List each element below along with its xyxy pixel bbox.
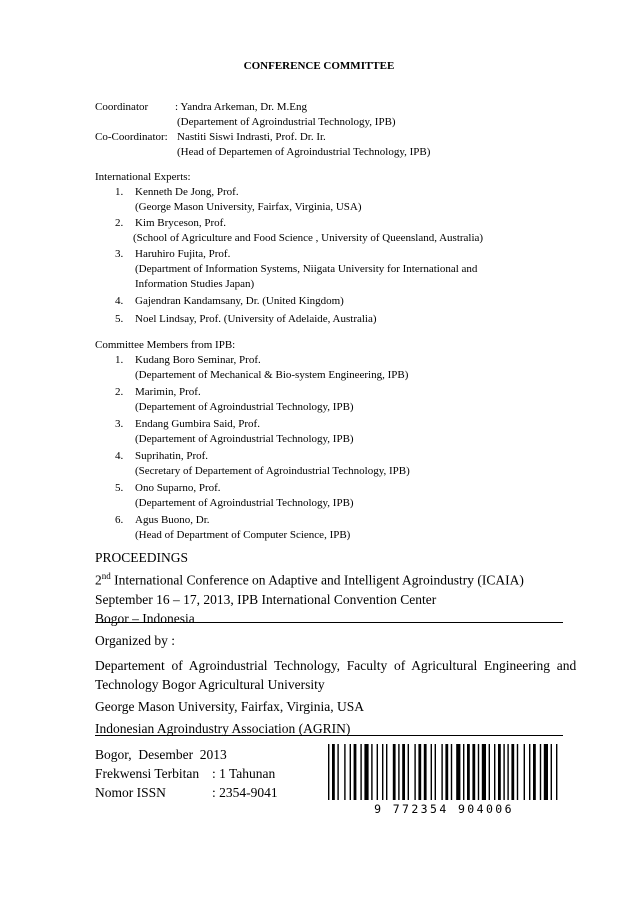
item-number: 2. bbox=[115, 386, 124, 398]
member-affiliation: (Departement of Agroindustrial Technology, IPB) bbox=[135, 497, 354, 509]
list-item bbox=[95, 385, 410, 415]
barcode-bar bbox=[332, 744, 335, 800]
publication-date: Bogor, Desember 2013 bbox=[95, 747, 227, 762]
barcode-bar bbox=[451, 744, 452, 800]
issn-label: Nomor ISSN bbox=[95, 785, 166, 800]
list-item bbox=[95, 353, 410, 383]
committee-title: CONFERENCE COMMITTEE bbox=[243, 60, 395, 72]
organizer-3: Indonesian Agroindustry Association (AGRIN) bbox=[95, 721, 351, 736]
member-name: Gajendran Kandamsany, Dr. (United Kingdom) bbox=[135, 295, 344, 307]
barcode-bar bbox=[398, 744, 399, 800]
member-name: Marimin, Prof. bbox=[135, 386, 201, 398]
list-item bbox=[95, 294, 483, 309]
barcode-bar bbox=[402, 744, 405, 800]
barcode-icon bbox=[324, 744, 564, 804]
member-name: Kim Bryceson, Prof. bbox=[135, 217, 227, 229]
ordinal-number: 2 bbox=[95, 572, 102, 588]
issn-value: : 2354-9041 bbox=[212, 785, 278, 800]
organizers-block bbox=[95, 631, 577, 738]
member-affiliation: (Departement of Agroindustrial Technology, IPB) bbox=[135, 433, 354, 445]
list-item bbox=[95, 481, 410, 511]
member-affiliation: (Departement of Agroindustrial Technology, IPB) bbox=[135, 401, 354, 413]
barcode-bar bbox=[524, 744, 525, 800]
barcode-bar bbox=[337, 744, 338, 800]
conference-title bbox=[95, 567, 524, 590]
barcode-bar bbox=[344, 744, 345, 800]
list-item bbox=[95, 513, 410, 543]
barcode-bar bbox=[544, 744, 548, 800]
organizer-2: George Mason University, Fairfax, Virginia, USA bbox=[95, 699, 365, 714]
item-number: 1. bbox=[115, 186, 124, 198]
list-item bbox=[95, 417, 410, 447]
list-item bbox=[95, 247, 483, 292]
cocoordinator-name: Nastiti Siswi Indrasti, Prof. Dr. Ir. bbox=[177, 131, 326, 143]
proceedings-block bbox=[95, 548, 524, 628]
barcode-bar bbox=[511, 744, 514, 800]
member-affiliation: (Department of Information Systems, Niigata University for International and bbox=[135, 263, 478, 275]
barcode-bar bbox=[418, 744, 421, 800]
ordinal-suffix: nd bbox=[101, 571, 111, 581]
barcode-bar bbox=[494, 744, 495, 800]
intl-experts-heading: International Experts: bbox=[95, 171, 191, 183]
barcode-bar bbox=[360, 744, 361, 800]
barcode-bar bbox=[377, 744, 378, 800]
barcode-bar bbox=[424, 744, 427, 800]
issn-barcode bbox=[324, 744, 564, 822]
barcode-bar bbox=[456, 744, 460, 800]
barcode-bar bbox=[463, 744, 464, 800]
coordinator-affiliation: (Departement of Agroindustrial Technology, IPB) bbox=[177, 116, 396, 128]
barcode-bar bbox=[364, 744, 368, 800]
conference-name: International Conference on Adaptive and Intelligent Agroindustry (ICAIA) bbox=[110, 572, 524, 588]
item-number: 4. bbox=[115, 450, 124, 462]
organizer-1: Departement of Agroindustrial Technology, Faculty of Agricultural Engineering and bbox=[95, 658, 577, 673]
organizer-1-cont: Technology Bogor Agricultural University bbox=[95, 677, 325, 692]
barcode-bar bbox=[472, 744, 475, 800]
barcode-bar bbox=[393, 744, 396, 800]
barcode-bar bbox=[386, 744, 387, 800]
member-name: Haruhiro Fujita, Prof. bbox=[135, 248, 231, 260]
barcode-bar bbox=[441, 744, 442, 800]
barcode-bar bbox=[478, 744, 479, 800]
intl-experts-list bbox=[95, 185, 483, 327]
item-number: 3. bbox=[115, 418, 124, 430]
member-name: Kudang Boro Seminar, Prof. bbox=[135, 354, 261, 366]
frequency-label: Frekwensi Terbitan bbox=[95, 766, 200, 781]
list-item bbox=[95, 312, 483, 327]
barcode-bar bbox=[489, 744, 490, 800]
list-item bbox=[95, 449, 410, 479]
coordinator-label: Coordinator bbox=[95, 101, 149, 113]
barcode-bar bbox=[540, 744, 541, 800]
barcode-bar bbox=[533, 744, 536, 800]
barcode-bar bbox=[498, 744, 501, 800]
item-number: 2. bbox=[115, 217, 124, 229]
item-number: 5. bbox=[115, 482, 124, 494]
ipb-members-heading: Committee Members from IPB: bbox=[95, 339, 236, 351]
barcode-bar bbox=[435, 744, 436, 800]
member-name: Suprihatin, Prof. bbox=[135, 450, 209, 462]
coordinator-name: : Yandra Arkeman, Dr. M.Eng bbox=[175, 101, 307, 113]
barcode-bar bbox=[551, 744, 552, 800]
member-affiliation: (George Mason University, Fairfax, Virginia, USA) bbox=[135, 201, 362, 213]
list-item bbox=[95, 185, 483, 215]
barcode-bar bbox=[529, 744, 530, 800]
barcode-bar bbox=[431, 744, 432, 800]
cocoordinator-affiliation: (Head of Departemen of Agroindustrial Technology, IPB) bbox=[177, 146, 431, 158]
item-number: 1. bbox=[115, 354, 124, 366]
item-number: 3. bbox=[115, 248, 124, 260]
member-affiliation: (School of Agriculture and Food Science , University of Queensland, Australia) bbox=[133, 232, 484, 244]
member-affiliation-cont: Information Studies Japan) bbox=[135, 278, 255, 290]
organized-by-label: Organized by : bbox=[95, 633, 175, 648]
member-name: Endang Gumbira Said, Prof. bbox=[135, 418, 260, 430]
frequency-value: : 1 Tahunan bbox=[212, 766, 276, 781]
barcode-bar bbox=[507, 744, 508, 800]
item-number: 4. bbox=[115, 295, 124, 307]
member-affiliation: (Secretary of Departement of Agroindustrial Technology, IPB) bbox=[135, 465, 410, 477]
divider bbox=[95, 735, 563, 736]
barcode-bar bbox=[445, 744, 448, 800]
ipb-members-list bbox=[95, 353, 410, 543]
barcode-bar bbox=[408, 744, 409, 800]
member-name: Agus Buono, Dr. bbox=[135, 514, 210, 526]
member-affiliation: (Head of Department of Computer Science, IPB) bbox=[135, 529, 351, 541]
barcode-bar bbox=[503, 744, 504, 800]
member-affiliation: (Departement of Mechanical & Bio-system Engineering, IPB) bbox=[135, 369, 409, 381]
member-name: Ono Suparno, Prof. bbox=[135, 482, 221, 494]
member-name: Noel Lindsay, Prof. (University of Adelaide, Australia) bbox=[135, 313, 377, 325]
divider bbox=[95, 622, 563, 623]
conference-location: Bogor – Indonesia bbox=[95, 610, 195, 626]
publication-block bbox=[95, 745, 278, 802]
barcode-digits: 9 772354 904006 bbox=[374, 802, 514, 816]
barcode-bar bbox=[517, 744, 518, 800]
barcode-bar bbox=[354, 744, 357, 800]
member-name: Kenneth De Jong, Prof. bbox=[135, 186, 239, 198]
proceedings-heading: PROCEEDINGS bbox=[95, 550, 189, 565]
barcode-bar bbox=[382, 744, 383, 800]
conference-dates: September 16 – 17, 2013, IPB International Convention Center bbox=[95, 591, 437, 607]
item-number: 5. bbox=[115, 313, 124, 325]
barcode-bar bbox=[414, 744, 415, 800]
coordinators-block bbox=[95, 100, 430, 160]
barcode-bar bbox=[482, 744, 486, 800]
barcode-bar bbox=[328, 744, 329, 800]
barcode-bar bbox=[350, 744, 351, 800]
cocoordinator-label: Co-Coordinator: bbox=[95, 131, 168, 143]
item-number: 6. bbox=[115, 514, 124, 526]
list-item bbox=[95, 216, 483, 246]
barcode-bar bbox=[371, 744, 372, 800]
barcode-bar bbox=[556, 744, 557, 800]
barcode-bar bbox=[467, 744, 470, 800]
